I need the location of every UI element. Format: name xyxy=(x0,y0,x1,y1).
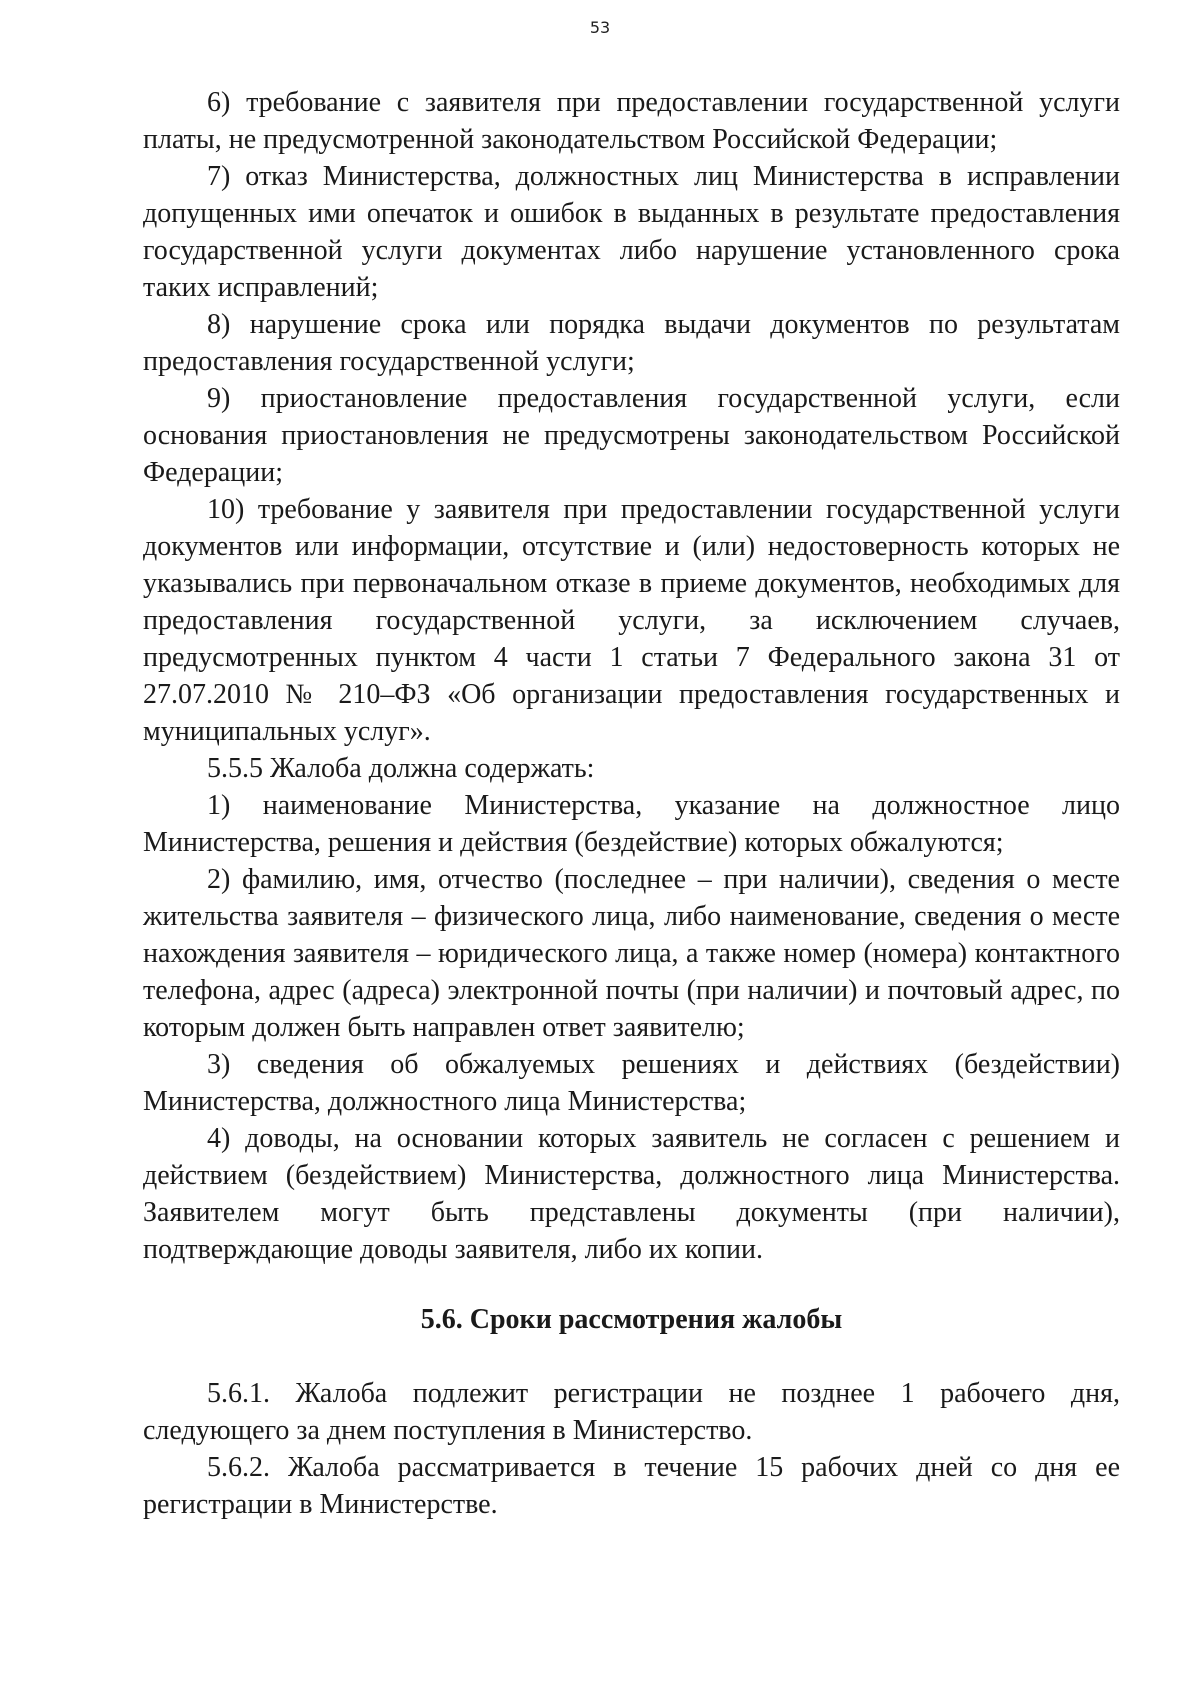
list-item-7: 7) отказ Министерства, должностных лиц Министерства в исправлении допущенных ими опечаток и ошибок в выданных в результате предоставления государственной услуги документах либо нарушение установленного срока таких исправлений; xyxy=(143,161,1120,303)
list-item-6: 6) требование с заявителя при предоставлении государственной услуги платы, не предусмотренной законодательством Российской Федерации; xyxy=(143,87,1120,155)
requirement-item-4: 4) доводы, на основании которых заявитель не согласен с решением и действием (бездействием) Министерства, должностного лица Министерства. Заявителем могут быть представлены документы (при наличии), подтверждающие доводы заявителя, либо их копии. xyxy=(143,1123,1120,1265)
list-item-10: 10) требование у заявителя при предоставлении государственной услуги документов или информации, отсутствие и (или) недостоверность которых не указывались при первоначальном отказе в приеме документов, необходимых для предоставления государственной услуги, за исключением случаев, предусмотренных пунктом 4 части 1 статьи 7 Федерального закона 31 от 27.07.2010 № 210–ФЗ «Об организации предоставления государственных и муниципальных услуг». xyxy=(143,494,1120,747)
clause-5-5-5: 5.5.5 Жалоба должна содержать: xyxy=(207,753,595,784)
section-heading: 5.6. Сроки рассмотрения жалобы xyxy=(420,1304,843,1335)
requirement-item-1: 1) наименование Министерства, указание на должностное лицо Министерства, решения и действия (бездействие) которых обжалуются; xyxy=(143,790,1120,858)
page-number: 53 xyxy=(589,18,611,37)
list-item-8: 8) нарушение срока или порядка выдачи документов по результатам предоставления государственной услуги; xyxy=(143,309,1120,377)
list-item-9: 9) приостановление предоставления государственной услуги, если основания приостановления не предусмотрены законодательством Российской Федерации; xyxy=(143,383,1120,488)
document-body xyxy=(143,84,1120,1523)
clause-5-6-1: 5.6.1. Жалоба подлежит регистрации не позднее 1 рабочего дня, следующего за днем поступления в Министерство. xyxy=(143,1378,1120,1446)
requirement-item-3: 3) сведения об обжалуемых решениях и действиях (бездействии) Министерства, должностного лица Министерства; xyxy=(143,1049,1120,1117)
requirement-item-2: 2) фамилию, имя, отчество (последнее – при наличии), сведения о месте жительства заявителя – физического лица, либо наименование, сведения о месте нахождения заявителя – юридического лица, а также номер (номера) контактного телефона, адрес (адреса) электронной почты (при наличии) и почтовый адрес, по которым должен быть направлен ответ заявителю; xyxy=(143,864,1120,1043)
clause-5-6-2: 5.6.2. Жалоба рассматривается в течение 15 рабочих дней со дня ее регистрации в Министерстве. xyxy=(143,1452,1120,1520)
